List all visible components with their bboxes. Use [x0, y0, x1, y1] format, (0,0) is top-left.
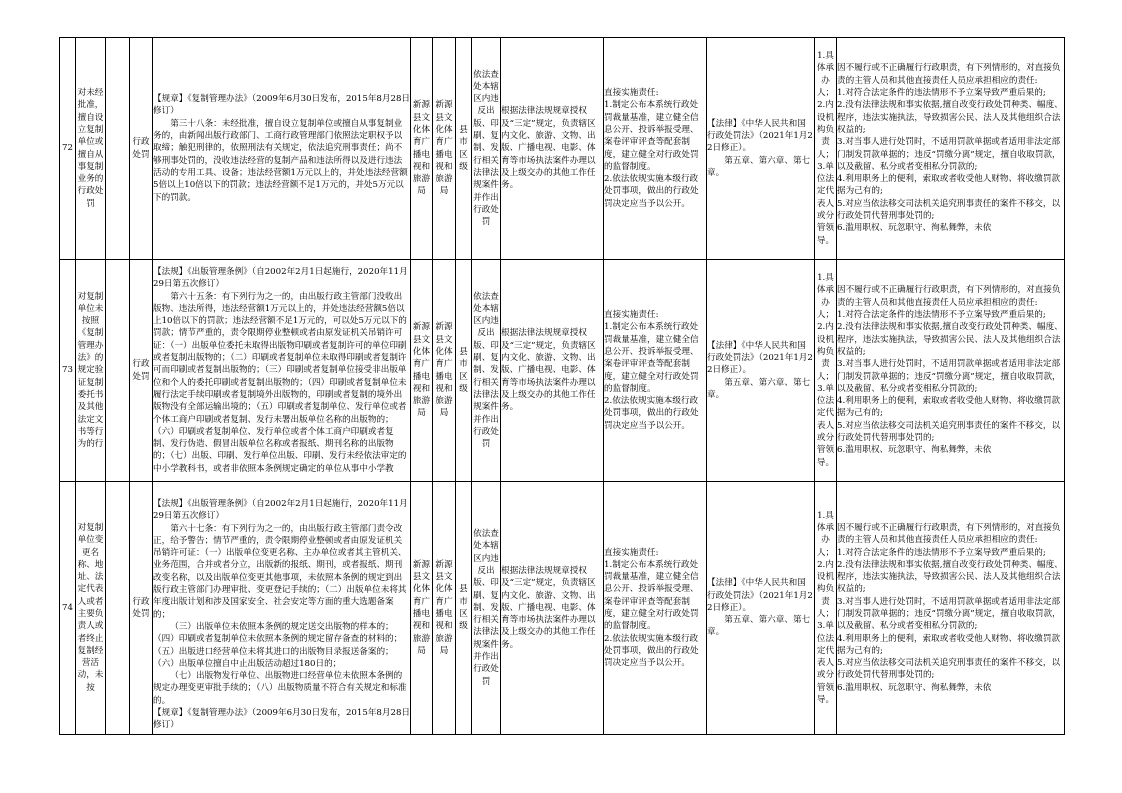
- task-description: 根据法律法规规章授权及“三定”规定，负责辖区内文化、旅游、文物、出版、广播电视、电影、体育等市场执法案件办理以及上级交办的其他工作任务。: [501, 482, 604, 735]
- empty-cell: [106, 482, 130, 735]
- basis-paragraph: 【规章】《复制管理办法》（2009年6月30日发布，2015年8月28日修订）: [153, 94, 411, 117]
- implementing-subject: 新源县文化体育广播电视和旅游局: [433, 482, 456, 735]
- implementing-department: 新源县文化体育广播电视和旅游局: [411, 38, 433, 260]
- duty-basis-line: 【法律】《中华人民共和国行政处罚法》（2021年1月22日修正）。: [707, 340, 813, 376]
- text-line: 4.利用职务上的便利，索取或者收受他人财物、将收缴罚款据为己有的;: [837, 396, 1061, 419]
- item-name: 对复制单位变更名称、地址、法定代表人或者主要负责人或者终止复制经营活动，未按: [76, 482, 106, 735]
- text-line: 6.滥用职权、玩忽职守、徇私舞弊，未依: [837, 445, 992, 456]
- task-description: 根据法律法规规章授权及“三定”规定，负责辖区内文化、旅游、文物、出版、广播电视、电影、体育等市场执法案件办理以及上级交办的其他工作任务。: [501, 260, 604, 482]
- item-category: 行政处罚: [130, 38, 153, 260]
- duty-basis-line: 第五章、第六章、第七章。: [707, 155, 811, 178]
- duty-basis: [707, 482, 815, 735]
- text-line: 2.依法依规实施本级行政处罚事项，做出的行政处罚决定应当予以公开。: [604, 633, 699, 669]
- legal-basis: [153, 482, 411, 735]
- text-line: 因不履行或不正确履行行政职责，有下列情形的，对直接负责的主管人员和其他直接责任人员应承担相应的责任:: [837, 522, 1061, 546]
- text-line: 4.利用职务上的便利，索取或者收受他人财物、将收缴罚款据为己有的;: [837, 633, 1061, 656]
- responsible-subjects: 1.具体承办人；2.内设机构负责人；3.单位法定代表人或分管领导。: [815, 38, 837, 260]
- text-line: 因不履行或不正确履行行政职责，有下列情形的，对直接负责的主管人员和其他直接责任人员应承担相应的责任:: [837, 63, 1061, 86]
- text-line: 4.利用职务上的便利，索取或者收受他人财物、将收缴罚款据为己有的;: [837, 174, 1061, 197]
- item-name: 对未经批准，擅自设立复制单位或擅自从事复制业务的行政处罚: [76, 38, 106, 260]
- duty-basis-line: 第五章、第六章、第七章。: [707, 377, 811, 400]
- text-line: 1.对符合法定条件的违法情形不予立案导致严重后果的;: [837, 310, 1046, 321]
- text-line: 1.对符合法定条件的违法情形不予立案导致严重后果的;: [837, 88, 1046, 99]
- basis-paragraph: 【规章】《复制管理办法》（2009年6月30日发布，2015年8月28日修订）: [153, 708, 411, 731]
- text-line: 6.滥用职权、玩忽职守、徇私舞弊，未依: [837, 223, 992, 234]
- duty-basis-line: 【法律】《中华人民共和国行政处罚法》（2021年1月22日修正）。: [707, 578, 813, 613]
- item-content: 依法查处本辖区内违反出版、印刷、复制、发行相关法律法规案件并作出行政处罚: [472, 482, 501, 735]
- item-name: 对复制单位未按照《复制管理办法》的规定验证复制委托书及其他法定文书等行为的行: [76, 260, 106, 482]
- task-description: 根据法律法规规章授权及“三定”规定，负责辖区内文化、旅游、文物、出版、广播电视、电影、体育等市场执法案件办理以及上级交办的其他工作任务。: [501, 38, 604, 260]
- table-row: [60, 482, 1065, 735]
- text-line: 2.依法依规实施本级行政处罚事项，做出的行政处罚决定应当予以公开。: [604, 396, 699, 431]
- accountability-items: [837, 260, 1065, 482]
- text-line: 因不履行或不正确履行行政职责，有下列情形的，对直接负责的主管人员和其他直接责任人员应承担相应的责任:: [837, 285, 1061, 308]
- item-category: 行政处罚: [130, 260, 153, 482]
- text-line: 1.制定公布本系统行政处罚裁量基准，建立健全信息公开、投诉举报受理、案卷评审评查等配套制度，建立健全对行政处罚的监督制度。: [604, 559, 699, 632]
- implementing-subject: 新源县文化体育广播电视和旅游局: [433, 260, 456, 482]
- text-line: 1.制定公布本系统行政处罚裁量基准，建立健全信息公开、投诉举报受理、案卷评审评查等配套制度，建立健全对行政处罚的监督制度。: [604, 322, 699, 394]
- empty-cell: [106, 38, 130, 260]
- text-line: 2.没有法律法规和事实依据,擅自改变行政处罚种类、幅度、程序，违法实施执法，导致损害公民、法人及其他组织合法权益的;: [837, 100, 1063, 135]
- basis-paragraph: 第三十八条：未经批准，擅自设立复制单位或擅自从事复制业务的，由新闻出版行政部门、工商行政管理部门依照法定职权予以取缔；触犯刑律的，依照刑法有关规定，依法追究刑事责任；尚不够刑事处罚的，没收违法经营的复制产品和违法所得以及进行违法活动的专用工具、设备；违法经营额1万元以上的，并处违法经营额5倍以上10倍以下的罚款；违法经营额不足1万元的，并处5万元以下的罚款。: [153, 118, 408, 203]
- text-line: 3.对当事人进行处罚时，不适用罚款单据或者适用非法定部门制发罚款单据的；违反“罚缴分离”规定，擅自收取罚款，以及截留、私分或者变相私分罚款的;: [837, 359, 1061, 394]
- text-line: 1.对符合法定条件的违法情形不予立案导致严重后果的;: [837, 547, 1046, 558]
- text-line: 5.对应当依法移交司法机关追究刑事责任的案件不移交，以行政处罚代替刑事处罚的;: [837, 420, 1061, 443]
- row-number: 74: [60, 482, 76, 735]
- legal-basis: [153, 260, 411, 482]
- responsible-subjects: 1.具体承办人；2.内设机构负责人；3.单位法定代表人或分管领导。: [815, 482, 837, 735]
- text-line: 2.没有法律法规和事实依据,擅自改变行政处罚种类、幅度、程序，违法实施执法，导致损害公民、法人及其他组织合法权益的;: [837, 322, 1063, 357]
- text-line: 直接实施责任:: [604, 310, 659, 321]
- responsible-subjects: 1.具体承办人；2.内设机构负责人；3.单位法定代表人或分管领导。: [815, 260, 837, 482]
- item-content: 依法查处本辖区内违反出版、印刷、复制、发行相关法律法规案件并作出行政处罚: [472, 38, 501, 260]
- text-line: 1.制定公布本系统行政处罚裁量基准，建立健全信息公开、投诉举报受理、案卷评审评查等配套制度，建立健全对行政处罚的监督制度。: [604, 100, 699, 172]
- implementation-responsibility: [604, 482, 707, 735]
- admin-level: 县市区级: [456, 260, 472, 482]
- duty-basis-line: 【法律】《中华人民共和国行政处罚法》（2021年1月22日修正）。: [707, 118, 813, 154]
- duty-basis: [707, 260, 815, 482]
- duty-basis-line: 第五章、第六章、第七章。: [707, 615, 811, 638]
- accountability-items: [837, 482, 1065, 735]
- admin-level: 县市区级: [456, 482, 472, 735]
- implementation-responsibility: [604, 260, 707, 482]
- basis-paragraph: 第六十七条：有下列行为之一的，由出版行政主管部门责令改正，给予警告；情节严重的，责令限期停业整顿或者由原发证机关吊销许可证：（一）出版单位变更名称、主办单位或者其主管机关、业务范围，合并或者分立，出版新的报纸、期刊，或者报纸、期刊改变名称，以及出版单位变更其他事项，未依照本条例的规定到出版行政主管部门办理审批、变更登记手续的；（二）出版单位未将其年度出版计划和涉及国家安全、社会安定等方面的重大选题备案的；: [153, 523, 407, 620]
- text-line: 直接实施责任:: [604, 88, 659, 99]
- implementing-subject: 新源县文化体育广播电视和旅游局: [433, 38, 456, 260]
- accountability-items: [837, 38, 1065, 260]
- text-line: 5.对应当依法移交司法机关追究刑事责任的案件不移交，以行政处罚代替刑事处罚的;: [837, 658, 1061, 681]
- duty-basis: [707, 38, 815, 260]
- row-number: 73: [60, 260, 76, 482]
- basis-paragraph: （三）出版单位未依照本条例的规定送交出版物的样本的；（四）印刷或者复制单位未依照本条例的规定留存备查的材料的；（五）出版进口经营单位未将其进口的出版物目录报送备案的；（六）出版单位擅自中止出版活动超过180日的；: [153, 621, 403, 669]
- row-number: 72: [60, 38, 76, 260]
- admin-level: 县市区级: [456, 38, 472, 260]
- basis-paragraph: （七）出版物发行单位、出版物进口经营单位未依照本条例的规定办理变更审批手续的；（八）出版物质量不符合有关规定和标准的。: [153, 671, 407, 706]
- text-line: 5.对应当依法移交司法机关追究刑事责任的案件不移交，以行政处罚代替刑事处罚的;: [837, 198, 1061, 221]
- basis-paragraph: 第六十五条：有下列行为之一的，由出版行政主管部门没收出版物、违法所得，违法经营额1万元以上的，并处违法经营额5倍以上10倍以下的罚款；违法经营额不足1万元的，可以处5万元以下的罚款；情节严重的，责令限期停业整顿或者由原发证机关吊销许可证：（一）出版单位委托未取得出版物印刷或者复制许可的单位印刷或者复制出版物的；（二）印刷或者复制单位未取得印刷或者复制许可而印刷或者复制出版物的；（三）印刷或者复制单位接受非出版单位和个人的委托印刷或者复制出版物的；（四）印刷或者复制单位未履行法定手续印刷或者复制境外出版物的，印刷或者复制的境外出版物没有全部运输出境的；（五）印刷或者复制单位、发行单位或者个体工商户印刷或者复制、发行未署出版单位名称的出版物的；（六）印刷或者复制单位、发行单位或者个体工商户印刷或者复制、发行伪造、假冒出版单位名称或者报纸、期刊名称的出版物的；（七）出版、印刷、发行单位出版、印刷、发行未经依法审定的中小学教科书，或者非依照本条例规定确定的单位从事中小学教: [153, 291, 407, 474]
- table-row: [60, 38, 1065, 260]
- text-line: 2.依法依规实施本级行政处罚事项，做出的行政处罚决定应当予以公开。: [604, 174, 699, 209]
- basis-paragraph: 【法规】《出版管理条例》（自2002年2月1日起施行，2020年11月29日第五次修订）: [153, 266, 408, 290]
- implementing-department: 新源县文化体育广播电视和旅游局: [411, 260, 433, 482]
- table-row: [60, 260, 1065, 482]
- basis-paragraph: 【法规】《出版管理条例》（自2002年2月1日起施行，2020年11月29日第五次修订）: [153, 499, 408, 522]
- text-line: 3.对当事人进行处罚时，不适用罚款单据或者适用非法定部门制发罚款单据的；违反“罚缴分离”规定，擅自收取罚款，以及截留、私分或者变相私分罚款的;: [837, 137, 1061, 172]
- text-line: 6.滥用职权、玩忽职守、徇私舞弊，未依: [837, 682, 992, 693]
- implementing-department: 新源县文化体育广播电视和旅游局: [411, 482, 433, 735]
- text-line: 直接实施责任:: [604, 547, 659, 558]
- responsibility-table: [59, 37, 1065, 735]
- legal-basis: [153, 38, 411, 260]
- implementation-responsibility: [604, 38, 707, 260]
- empty-cell: [106, 260, 130, 482]
- item-content: 依法查处本辖区内违反出版、印刷、复制、发行相关法律法规案件并作出行政处罚: [472, 260, 501, 482]
- item-category: 行政处罚: [130, 482, 153, 735]
- text-line: 3.对当事人进行处罚时，不适用罚款单据或者适用非法定部门制发罚款单据的；违反“罚缴分离”规定，擅自收取罚款，以及截留、私分或者变相私分罚款的;: [837, 596, 1061, 632]
- text-line: 2.没有法律法规和事实依据,擅自改变行政处罚种类、幅度、程序，违法实施执法，导致损害公民、法人及其他组织合法权益的;: [837, 559, 1063, 595]
